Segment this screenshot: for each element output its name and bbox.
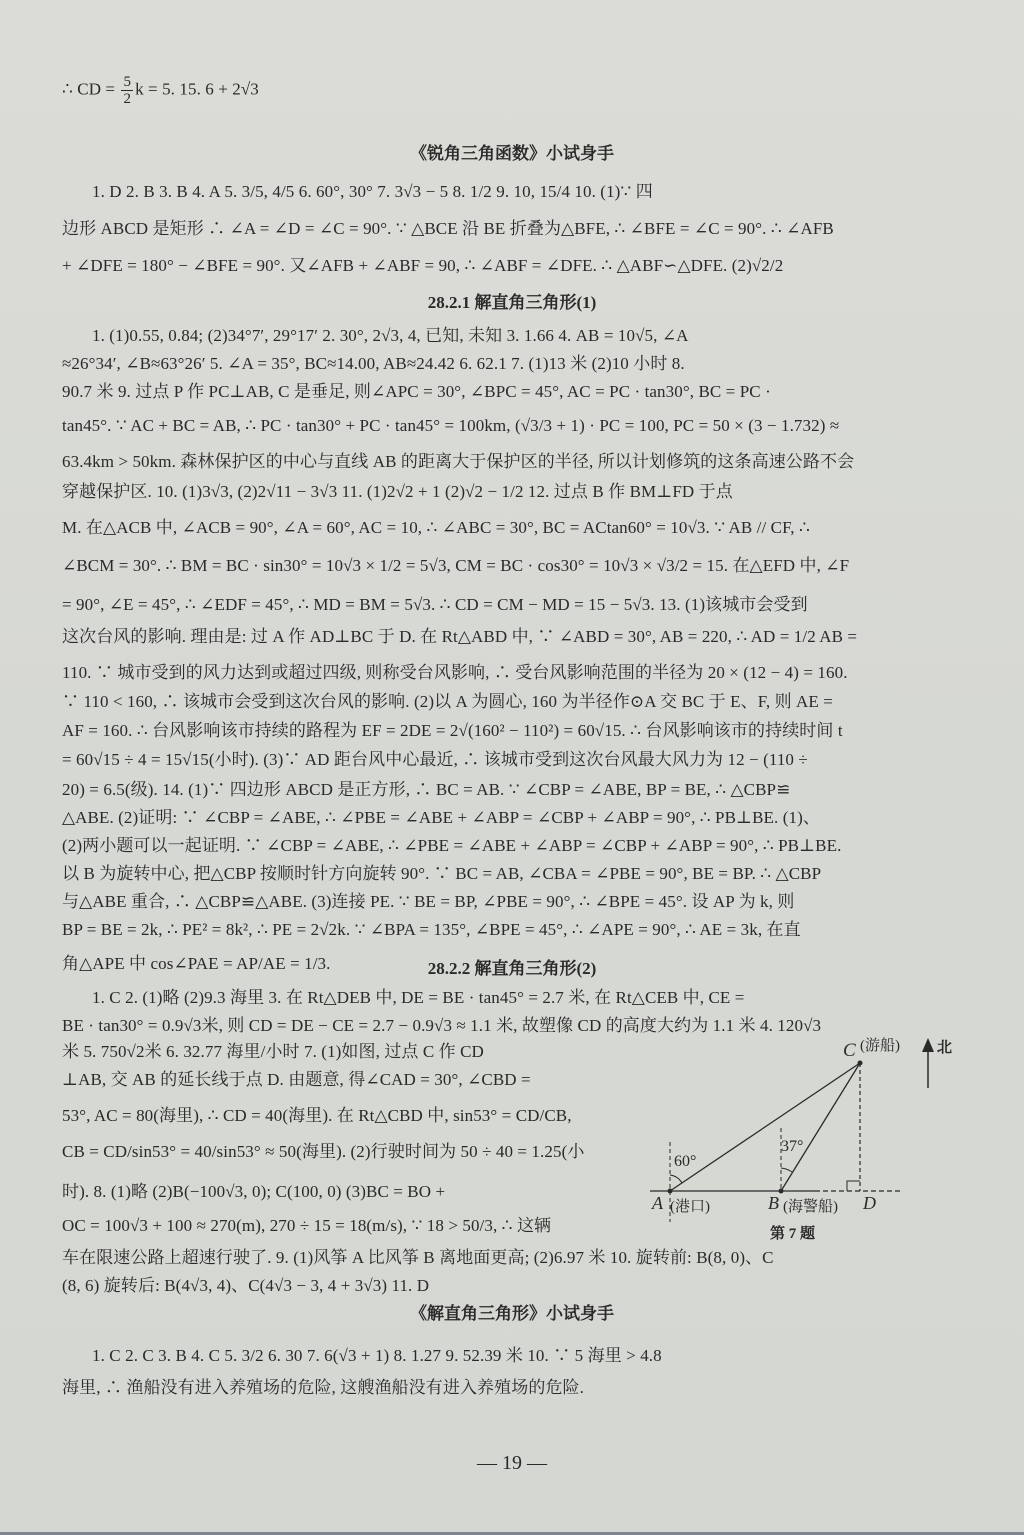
answer-line: AF = 160. ∴ 台风影响该市持续的路程为 EF = 2DE = 2√(160² − 110²) = 60√15. ∴ 台风影响该市的持续时间 t (62, 721, 843, 740)
answer-line: 与△ABE 重合, ∴ △CBP≌△ABE. (3)连接 PE. ∵ BE = BP, ∠PBE = 90°, ∴ ∠BPE = 45°. 设 AP 为 k, 则 (62, 892, 795, 911)
answer-line: tan45°. ∵ AC + BC = AB, ∴ PC · tan30° + PC · tan45° = 100km, (√3/3 + 1) · PC = 100, PC = 50 × (3 − 1.732) ≈ (62, 416, 840, 435)
answer-line: + ∠DFE = 180° − ∠BFE = 90°. 又∠AFB + ∠ABF = 90, ∴ ∠ABF = ∠DFE. ∴ △ABF∽△DFE. (2)√2/2 (62, 256, 784, 275)
answer-line: 1. D 2. B 3. B 4. A 5. 3/5, 4/5 6. 60°, 30° 7. 3√3 − 5 8. 1/2 9. 10, 15/4 10. (1)∵ 四 (92, 182, 653, 201)
answer-line: = 90°, ∠E = 45°, ∴ ∠EDF = 45°, ∴ MD = BM = 5√3. ∴ CD = CM − MD = 15 − 5√3. 13. (1)该城市会受到 (62, 595, 808, 614)
north-label: 北 (937, 1040, 953, 1056)
answer-line: ≈26°34′, ∠B≈63°26′ 5. ∠A = 35°, BC≈14.00, AB≈24.42 6. 62.1 7. (1)13 米 (2)10 小时 8. (62, 354, 685, 373)
figure-caption: 第 7 题 (770, 1226, 816, 1242)
point-a-label: A (652, 1193, 663, 1213)
point-d-label: D (863, 1193, 876, 1213)
point-b-label: B (768, 1193, 779, 1213)
top-line-prefix: ∴ CD = (62, 79, 120, 99)
answer-line: ∵ 110 < 160, ∴ 该城市会受到这次台风的影响. (2)以 A 为圆心, 160 为半径作⊙A 交 BC 于 E、F, 则 AE = (62, 692, 833, 711)
answer-line: △ABE. (2)证明: ∵ ∠CBP = ∠ABE, ∴ ∠PBE = ∠ABE + ∠ABP = ∠CBP + ∠ABP = 90°, ∴ PB⊥BE. (1)、 (62, 808, 820, 827)
answer-line: 米 5. 750√2米 6. 32.77 海里/小时 7. (1)如图, 过点 C 作 CD (62, 1042, 484, 1061)
answer-line: M. 在△ACB 中, ∠ACB = 90°, ∠A = 60°, AC = 10, ∴ ∠ABC = 30°, BC = ACtan60° = 10√3. ∵ AB // CF, ∴ (62, 518, 810, 537)
answer-line: 110. ∵ 城市受到的风力达到或超过四级, 则称受台风影响, ∴ 受台风影响范围的半径为 20 × (12 − 4) = 160. (62, 663, 848, 682)
answer-line: BE · tan30° = 0.9√3米, 则 CD = DE − CE = 2.7 − 0.9√3 ≈ 1.1 米, 故塑像 CD 的高度大约为 1.1 米 4. 120√3 (62, 1016, 822, 1035)
answer-line: 这次台风的影响. 理由是: 过 A 作 AD⊥BC 于 D. 在 Rt△ABD 中, ∵ ∠ABD = 30°, AB = 220, ∴ AD = 1/2 AB = (62, 627, 858, 646)
point-a-note: (港口) (670, 1199, 710, 1215)
answer-line: 角△APE 中 cos∠PAE = AP/AE = 1/3. (62, 954, 331, 973)
answer-line: 穿越保护区. 10. (1)3√3, (2)2√11 − 3√3 11. (1)2√2 + 1 (2)√2 − 1/2 12. 过点 B 作 BM⊥FD 于点 (62, 482, 733, 501)
answer-line: 车在限速公路上超速行驶了. 9. (1)风筝 A 比风筝 B 离地面更高; (2)6.97 米 10. 旋转前: B(8, 0)、C (62, 1248, 774, 1267)
problem-7-diagram (640, 1030, 980, 1240)
answer-line: (8, 6) 旋转后: B(4√3, 4)、C(4√3 − 3, 4 + 3√3) 11. D (62, 1276, 430, 1295)
answer-line: 1. C 2. (1)略 (2)9.3 海里 3. 在 Rt△DEB 中, DE = BE · tan45° = 2.7 米, 在 Rt△CEB 中, CE = (92, 988, 745, 1007)
fraction: $\frac{5}{2}$ (123, 74, 132, 107)
page-number: — 19 — (477, 1452, 547, 1474)
section-title: 《锐角三角函数》小试身手 (410, 144, 614, 163)
point-c-label: C (843, 1040, 856, 1061)
point-c-note: (游船) (860, 1038, 900, 1054)
answer-line: 53°, AC = 80(海里), ∴ CD = 40(海里). 在 Rt△CBD 中, sin53° = CD/CB, (62, 1106, 572, 1125)
angle-a-label: 60° (674, 1153, 697, 1170)
answer-line: 时). 8. (1)略 (2)B(−100√3, 0); C(100, 0) (3)BC = BO + (62, 1182, 446, 1201)
answer-line: (2)两小题可以一起证明. ∵ ∠CBP = ∠ABE, ∴ ∠PBE = ∠ABE + ∠ABP = ∠CBP + ∠ABP = 90°, ∴ PB⊥BE. (62, 836, 842, 855)
answer-line: 1. (1)0.55, 0.84; (2)34°7′, 29°17′ 2. 30°, 2√3, 4, 已知, 未知 3. 1.66 4. AB = 10√5, ∠A (92, 326, 689, 345)
answer-line: 1. C 2. C 3. B 4. C 5. 3/2 6. 30 7. 6(√3 + 1) 8. 1.27 9. 52.39 米 10. ∵ 5 海里 > 4.8 (92, 1346, 662, 1365)
answer-line: 边形 ABCD 是矩形 ∴ ∠A = ∠D = ∠C = 90°. ∵ △BCE 沿 BE 折叠为△BFE, ∴ ∠BFE = ∠C = 90°. ∴ ∠AFB (62, 219, 834, 238)
top-line-suffix: k = 5. 15. 6 + 2√3 (135, 79, 259, 99)
answer-line: 63.4km > 50km. 森林保护区的中心与直线 AB 的距离大于保护区的半径, 所以计划修筑的这条高速公路不会 (62, 452, 855, 471)
section-title: 28.2.2 解直角三角形(2) (427, 959, 597, 978)
point-b-note: (海警船) (783, 1199, 838, 1215)
answer-line: 20) = 6.5(级). 14. (1)∵ 四边形 ABCD 是正方形, ∴ BC = AB. ∵ ∠CBP = ∠ABE, BP = BE, ∴ △CBP≌ (62, 780, 791, 799)
section-title: 《解直角三角形》小试身手 (410, 1304, 614, 1323)
answer-line: = 60√15 ÷ 4 = 15√15(小时). (3)∵ AD 距台风中心最近, ∴ 该城市受到这次台风最大风力为 12 − (110 ÷ (62, 750, 808, 769)
section-title: 28.2.1 解直角三角形(1) (427, 293, 597, 312)
answer-line: BP = BE = 2k, ∴ PE² = 8k², ∴ PE = 2√2k. ∵ ∠BPA = 135°, ∠BPE = 45°, ∴ ∠APE = 90°, ∴ AE = 3k, 在直 (62, 920, 801, 939)
answer-line: 海里, ∴ 渔船没有进入养殖场的危险, 这艘渔船没有进入养殖场的危险. (62, 1378, 584, 1397)
answer-line: OC = 100√3 + 100 ≈ 270(m), 270 ÷ 15 = 18(m/s), ∵ 18 > 50/3, ∴ 这辆 (62, 1216, 552, 1235)
answer-line: CB = CD/sin53° = 40/sin53° ≈ 50(海里). (2)行驶时间为 50 ÷ 40 = 1.25(小 (62, 1142, 585, 1161)
answer-line: 以 B 为旋转中心, 把△CBP 按顺时针方向旋转 90°. ∵ BC = AB, ∠CBA = ∠PBE = 90°, BE = BP. ∴ △CBP (62, 864, 822, 883)
answer-line: 90.7 米 9. 过点 P 作 PC⊥AB, C 是垂足, 则∠APC = 30°, ∠BPC = 45°, AC = PC · tan30°, BC = PC · (62, 382, 771, 401)
angle-b-label: 37° (781, 1138, 804, 1155)
answer-line: ⊥AB, 交 AB 的延长线于点 D. 由题意, 得∠CAD = 30°, ∠CBD = (62, 1070, 531, 1089)
top-continuation-line (62, 74, 962, 107)
answer-line: ∠BCM = 30°. ∴ BM = BC · sin30° = 10√3 × 1/2 = 5√3, CM = BC · cos30° = 10√3 × √3/2 = 15. 在△EFD 中, ∠F (62, 556, 850, 575)
